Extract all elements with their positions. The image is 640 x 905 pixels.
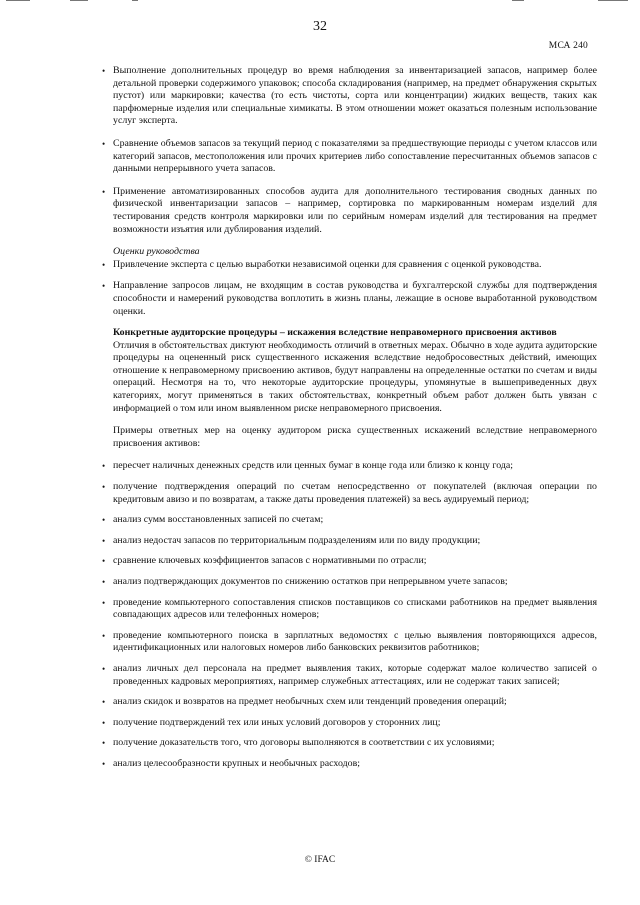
list-item: • анализ сумм восстановленных записей по счетам; (102, 514, 324, 526)
list-item: • Направление запросов лицам, не входящим в состав руководства и бухгалтерской службы для подтверждения способности и намерений руководства воплотить в жизнь планы, лежащие в основе выработанной руководством оценки. (102, 280, 597, 317)
list-item: • анализ подтверждающих документов по снижению остатков при непрерывном учете запасов; (102, 576, 508, 587)
list-item: • Применение автоматизированных способов аудита для дополнительного тестирования сводных данных по физической инвентаризации запасов – например, сортировка по маркированным номерам изделий для тестирования средств контроля маркировки или по серийным номерам изделий для тестирования на предмет возможности изъятия или дублирования изделий. (102, 185, 597, 235)
paragraph: Примеры ответных мер на оценку аудитором риска существенных искажений вследствие неправомерного присвоения активов: (113, 425, 597, 449)
bullet-icon: • (102, 717, 106, 728)
list-item: • Привлечение эксперта с целью выработки независимой оценки для сравнения с оценкой руководства. (102, 258, 542, 270)
list-item: • Сравнение объемов запасов за текущий период с показателями за предшествующие периоды с учетом классов или категорий запасов, местоположения или прочих критериев либо сопоставление пересчитанных объемов запасов с данными непрерывного учета запасов. (102, 137, 597, 175)
bullet-icon: • (102, 535, 106, 546)
page-number: 32 (313, 19, 327, 34)
bullet-icon: • (102, 597, 106, 608)
copyright-footer: © IFAC (304, 855, 336, 865)
scan-mark (70, 0, 88, 1)
list-item: • проведение компьютерного поиска в зарплатных ведомостях с целью выявления повторяющихся адресов, идентификационных или налоговых номеров либо банковских реквизитов работников; (102, 629, 597, 654)
bullet-icon: • (102, 461, 106, 472)
list-item: • пересчет наличных денежных средств или ценных бумаг в конце года или близко к концу года; (102, 460, 514, 472)
page-content (102, 65, 597, 779)
list-item: • получение подтверждений тех или иных условий договоров у сторонних лиц; (102, 716, 441, 728)
subheading: Оценки руководства (113, 246, 200, 258)
list-item: • получение подтверждения операций по счетам непосредственно от покупателей (включая операции по кредитовым авизо и по возвратам, а также даты проведения платежей) за весь аудируемый период; (102, 481, 597, 505)
responses-list (102, 460, 597, 770)
document-code: МСА 240 (548, 41, 588, 51)
list-item: • получение доказательств того, что договоры выполняются в соответствии с их условиями; (102, 737, 495, 749)
list-item: • анализ скидок и возвратов на предмет необычных схем или тенденций проведения операций; (102, 696, 507, 708)
scan-mark (6, 0, 30, 1)
scan-mark (512, 0, 524, 1)
bullet-icon: • (102, 663, 106, 674)
section-heading: Конкретные аудиторские процедуры – искажения вследствие неправомерного присвоения активов (113, 327, 557, 339)
bullet-icon: • (102, 186, 106, 197)
bullet-icon: • (102, 556, 106, 567)
list-item: • анализ недостач запасов по территориальным подразделениям или по виду продукции; (102, 534, 481, 546)
bullet-icon: • (102, 758, 106, 769)
list-item: • анализ личных дел персонала на предмет выявления таких, которые содержат малое количество записей о проведенных кадровых мероприятиях, например служебных аттестациях, или не содержат таких записей; (102, 662, 597, 687)
list-item: • анализ целесообразности крупных и необычных расходов; (102, 757, 360, 769)
bullet-icon: • (102, 630, 106, 641)
procedures-list (102, 65, 597, 236)
bullet-icon: • (102, 482, 106, 493)
bullet-icon: • (102, 515, 106, 526)
bullet-icon: • (102, 138, 106, 149)
paragraph: Отличия в обстоятельствах диктуют необходимость отличий в ответных мерах. Обычно в ходе аудита аудиторские процедуры на оцененный риск существенного искажения вследствие недобросовестных действий, имеющих отношение к неправомерному присвоению активов, будут направлены на определенные остатки по счетам и виды операций. Несмотря на то, что некоторые аудиторские процедуры, упомянутые в вышеприведенных двух категориях, могут применяться в таких обстоятельствах, конкретный объем работ должен быть увязан с информацией о том или ином выявленном риске неправомерного присвоения. (113, 339, 597, 414)
bullet-icon: • (102, 697, 106, 708)
list-item: • сравнение ключевых коэффициентов запасов с нормативными по отрасли; (102, 555, 427, 567)
scan-mark (598, 0, 628, 1)
bullet-icon: • (102, 259, 106, 270)
scan-mark (132, 0, 138, 1)
estimates-list (102, 258, 597, 318)
list-item: • проведение компьютерного сопоставления списков поставщиков со списками работников на предмет выявления совпадающих адресов или телефонных номеров; (102, 596, 597, 621)
bullet-icon: • (102, 281, 106, 292)
list-item: • Выполнение дополнительных процедур во время наблюдения за инвентаризацией запасов, например более детальной проверки содержимого упаковок; способа складирования (например, на предмет обнаружения скрытых пустот) или маркировки; качества (то есть чистоты, сорта или концентрации) жидких веществ, таких как парфюмерные изделия или специальные химикаты. В этом отношении может оказаться полезным использование услуг эксперта. (102, 65, 597, 127)
bullet-icon: • (102, 738, 106, 749)
bullet-icon: • (102, 577, 106, 587)
bullet-icon: • (102, 66, 106, 76)
